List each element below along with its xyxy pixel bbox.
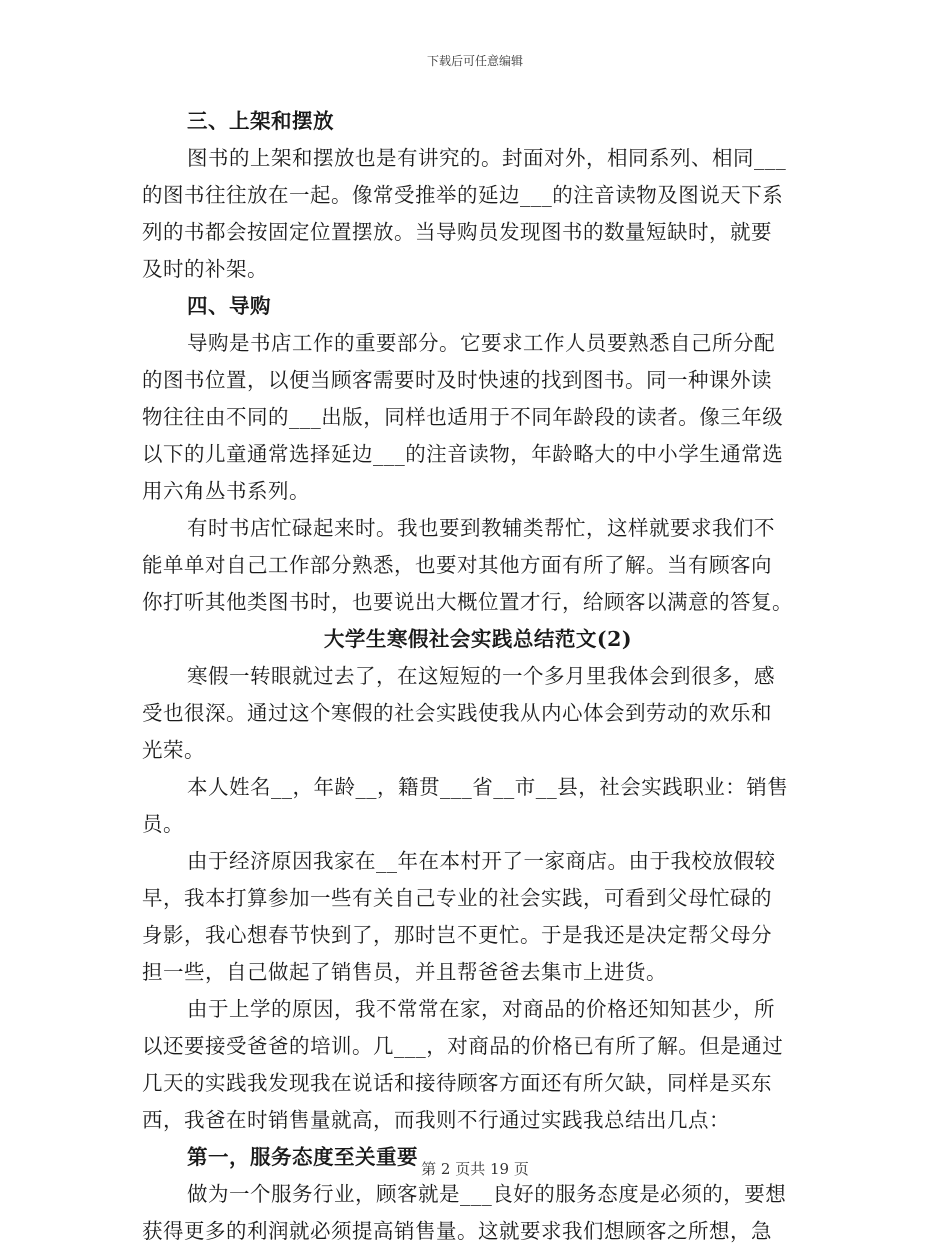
article-title: 大学生寒假社会实践总结范文(2)	[323, 627, 633, 651]
paragraph-line: 本人姓名__，年龄__，籍贯___省__市__县，社会实践职业：销售	[187, 775, 789, 799]
paragraph-line: 早，我本打算参加一些有关自己专业的社会实践，可看到父母忙碌的	[142, 886, 772, 910]
paragraph-line: 有时书店忙碌起来时。我也要到教辅类帮忙，这样就要求我们不	[187, 516, 775, 540]
paragraph-line: 身影，我心想春节快到了，那时岂不更忙。于是我还是决定帮父母分	[142, 923, 772, 947]
paragraph-line: 的图书位置，以便当顾客需要时及时快速的找到图书。同一种课外读	[142, 368, 772, 392]
paragraph-line: 列的书都会按固定位置摆放。当导购员发现图书的数量短缺时，就要	[142, 220, 772, 244]
paragraph-line: 以还要接受爸爸的培训。几___，对商品的价格已有所了解。但是通过	[142, 1034, 784, 1058]
paragraph-line: 的图书往往放在一起。像常受推举的延边___的注音读物及图说天下系	[142, 183, 784, 207]
paragraph-line: 导购是书店工作的重要部分。它要求工作人员要熟悉自己所分配	[187, 331, 775, 355]
paragraph-line: 受也很深。通过这个寒假的社会实践使我从内心体会到劳动的欢乐和	[142, 701, 772, 725]
document-body	[142, 103, 814, 1250]
paragraph-line: 以下的儿童通常选择延边___的注音读物，年龄略大的中小学生通常选	[142, 442, 784, 466]
paragraph-line: 你打听其他类图书时，也要说出大概位置才行，给顾客以满意的答复。	[142, 590, 793, 614]
section-heading: 三、上架和摆放	[187, 109, 334, 133]
page-header: 下载后可任意编辑	[426, 54, 523, 68]
paragraph-line: 图书的上架和摆放也是有讲究的。封面对外，相同系列、相同___	[187, 146, 787, 170]
paragraph-line: 及时的补架。	[142, 257, 268, 281]
paragraph-line: 西，我爸在时销售量就高，而我则不行通过实践我总结出几点：	[142, 1108, 730, 1132]
section-heading: 四、导购	[187, 294, 271, 318]
paragraph-line: 寒假一转眼就过去了，在这短短的一个多月里我体会到很多，感	[187, 664, 775, 688]
paragraph-line: 由于上学的原因，我不常常在家，对商品的价格还知知甚少，所	[187, 997, 775, 1021]
paragraph-line: 光荣。	[142, 738, 205, 762]
paragraph-line: 担一些，自己做起了销售员，并且帮爸爸去集市上进货。	[142, 960, 667, 984]
paragraph-line: 能单单对自己工作部分熟悉，也要对其他方面有所了解。当有顾客向	[142, 553, 772, 577]
page-footer: 第 2 页共 19 页	[421, 1160, 529, 1178]
paragraph-line: 员。	[142, 812, 184, 836]
paragraph-line: 获得更多的利润就必须提高销售量。这就要求我们想顾客之所想，急	[142, 1219, 772, 1243]
paragraph-line: 由于经济原因我家在__年在本村开了一家商店。由于我校放假较	[187, 849, 776, 873]
paragraph-line: 用六角丛书系列。	[142, 479, 310, 503]
section-heading: 第一，服务态度至关重要	[187, 1145, 418, 1169]
paragraph-line: 做为一个服务行业，顾客就是___良好的服务态度是必须的，要想	[187, 1182, 787, 1206]
paragraph-line: 几天的实践我发现我在说话和接待顾客方面还有所欠缺，同样是买东	[142, 1071, 772, 1095]
paragraph-line: 物往往由不同的___出版，同样也适用于不同年龄段的读者。像三年级	[142, 405, 784, 429]
